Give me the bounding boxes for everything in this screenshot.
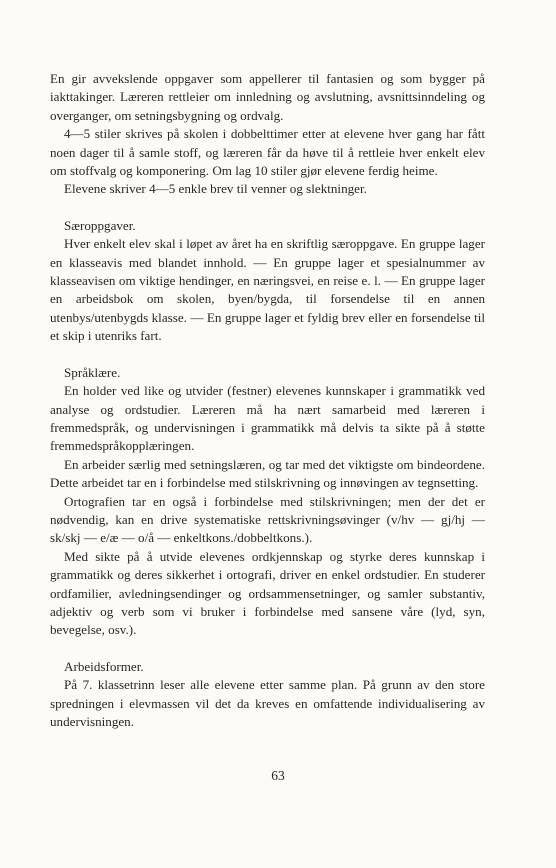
paragraph: En gir avvekslende oppgaver som appellerer til fantasien og som bygger på iakttakinger. Læreren rettleier om innledning og avslutning, avsnittsinndeling og overganger, om setningsbygning og ordvalg. bbox=[50, 71, 485, 123]
section-heading-spraklaere: Språklære. bbox=[64, 364, 121, 380]
paragraph: En arbeider særlig med setningslæren, og tar med det viktigste om bindeordene. Dette arbeidet tar en i forbindelse med stilskrivning og innøvingen av tegnsetting. bbox=[50, 456, 485, 491]
section-heading-saeroppgaver: Særoppgaver. bbox=[64, 217, 136, 233]
paragraph: Elevene skriver 4—5 enkle brev til venner og slektninger. bbox=[64, 181, 367, 197]
paragraph: Hver enkelt elev skal i løpet av året ha en skriftlig særoppgave. En gruppe lager en klasseavis med blandet innhold. — En gruppe lager et spesialnummer av klasseavisen om viktige hendinger, en næringsvei, en reise e. l. — En gruppe lager en arbeidsbok om skolen, byen/bygda, til forsendelse til en annen utenbys/utenbygds klasse. — En gruppe lager et fyldig brev eller en forsendelse til et skip i utenriks fart. bbox=[50, 236, 485, 344]
page-body bbox=[50, 70, 485, 731]
paragraph: Ortografien tar en også i forbindelse med stilskrivningen; men der det er nødvendig, kan en drive systematiske rettskrivningsøvinger (v/hv — gj/hj — sk/skj — e/æ — o/å — enkeltkons./dobbeltkons.). bbox=[50, 493, 485, 546]
paragraph: På 7. klassetrinn leser alle elevene etter samme plan. På grunn av den store spredningen i elevmassen vil det da kreves en omfattende individualisering av undervisningen. bbox=[50, 677, 485, 729]
paragraph: En holder ved like og utvider (festner) elevenes kunnskaper i grammatikk ved analyse og ordstudier. Læreren må ha nært samarbeid med læreren i fremmedspråk, og undervisningen i grammatikk må delvis ta sikte på å støtte fremmedspråkopplæringen. bbox=[50, 383, 485, 454]
paragraph: 4—5 stiler skrives på skolen i dobbelttimer etter at elevene hver gang har fått noen dager til å samle stoff, og læreren får da høve til å rettleie hver enkelt elev om stoffvalg og komponering. Om lag 10 stiler gjør elevene ferdig heime. bbox=[50, 126, 485, 179]
page-number: 63 bbox=[271, 768, 285, 783]
paragraph: Med sikte på å utvide elevenes ordkjennskap og styrke deres kunnskap i grammatikk og deres sikkerhet i ortografi, driver en enkel ordstudier. En studerer ordfamilier, avledningsendinger og ordsammensetninger, og samler substantiv, adjektiv og verb som vi bruker i forbindelse med sansene våre (lyd, syn, bevegelse, osv.). bbox=[50, 548, 485, 638]
section-heading-arbeidsformer: Arbeidsformer. bbox=[64, 658, 144, 674]
